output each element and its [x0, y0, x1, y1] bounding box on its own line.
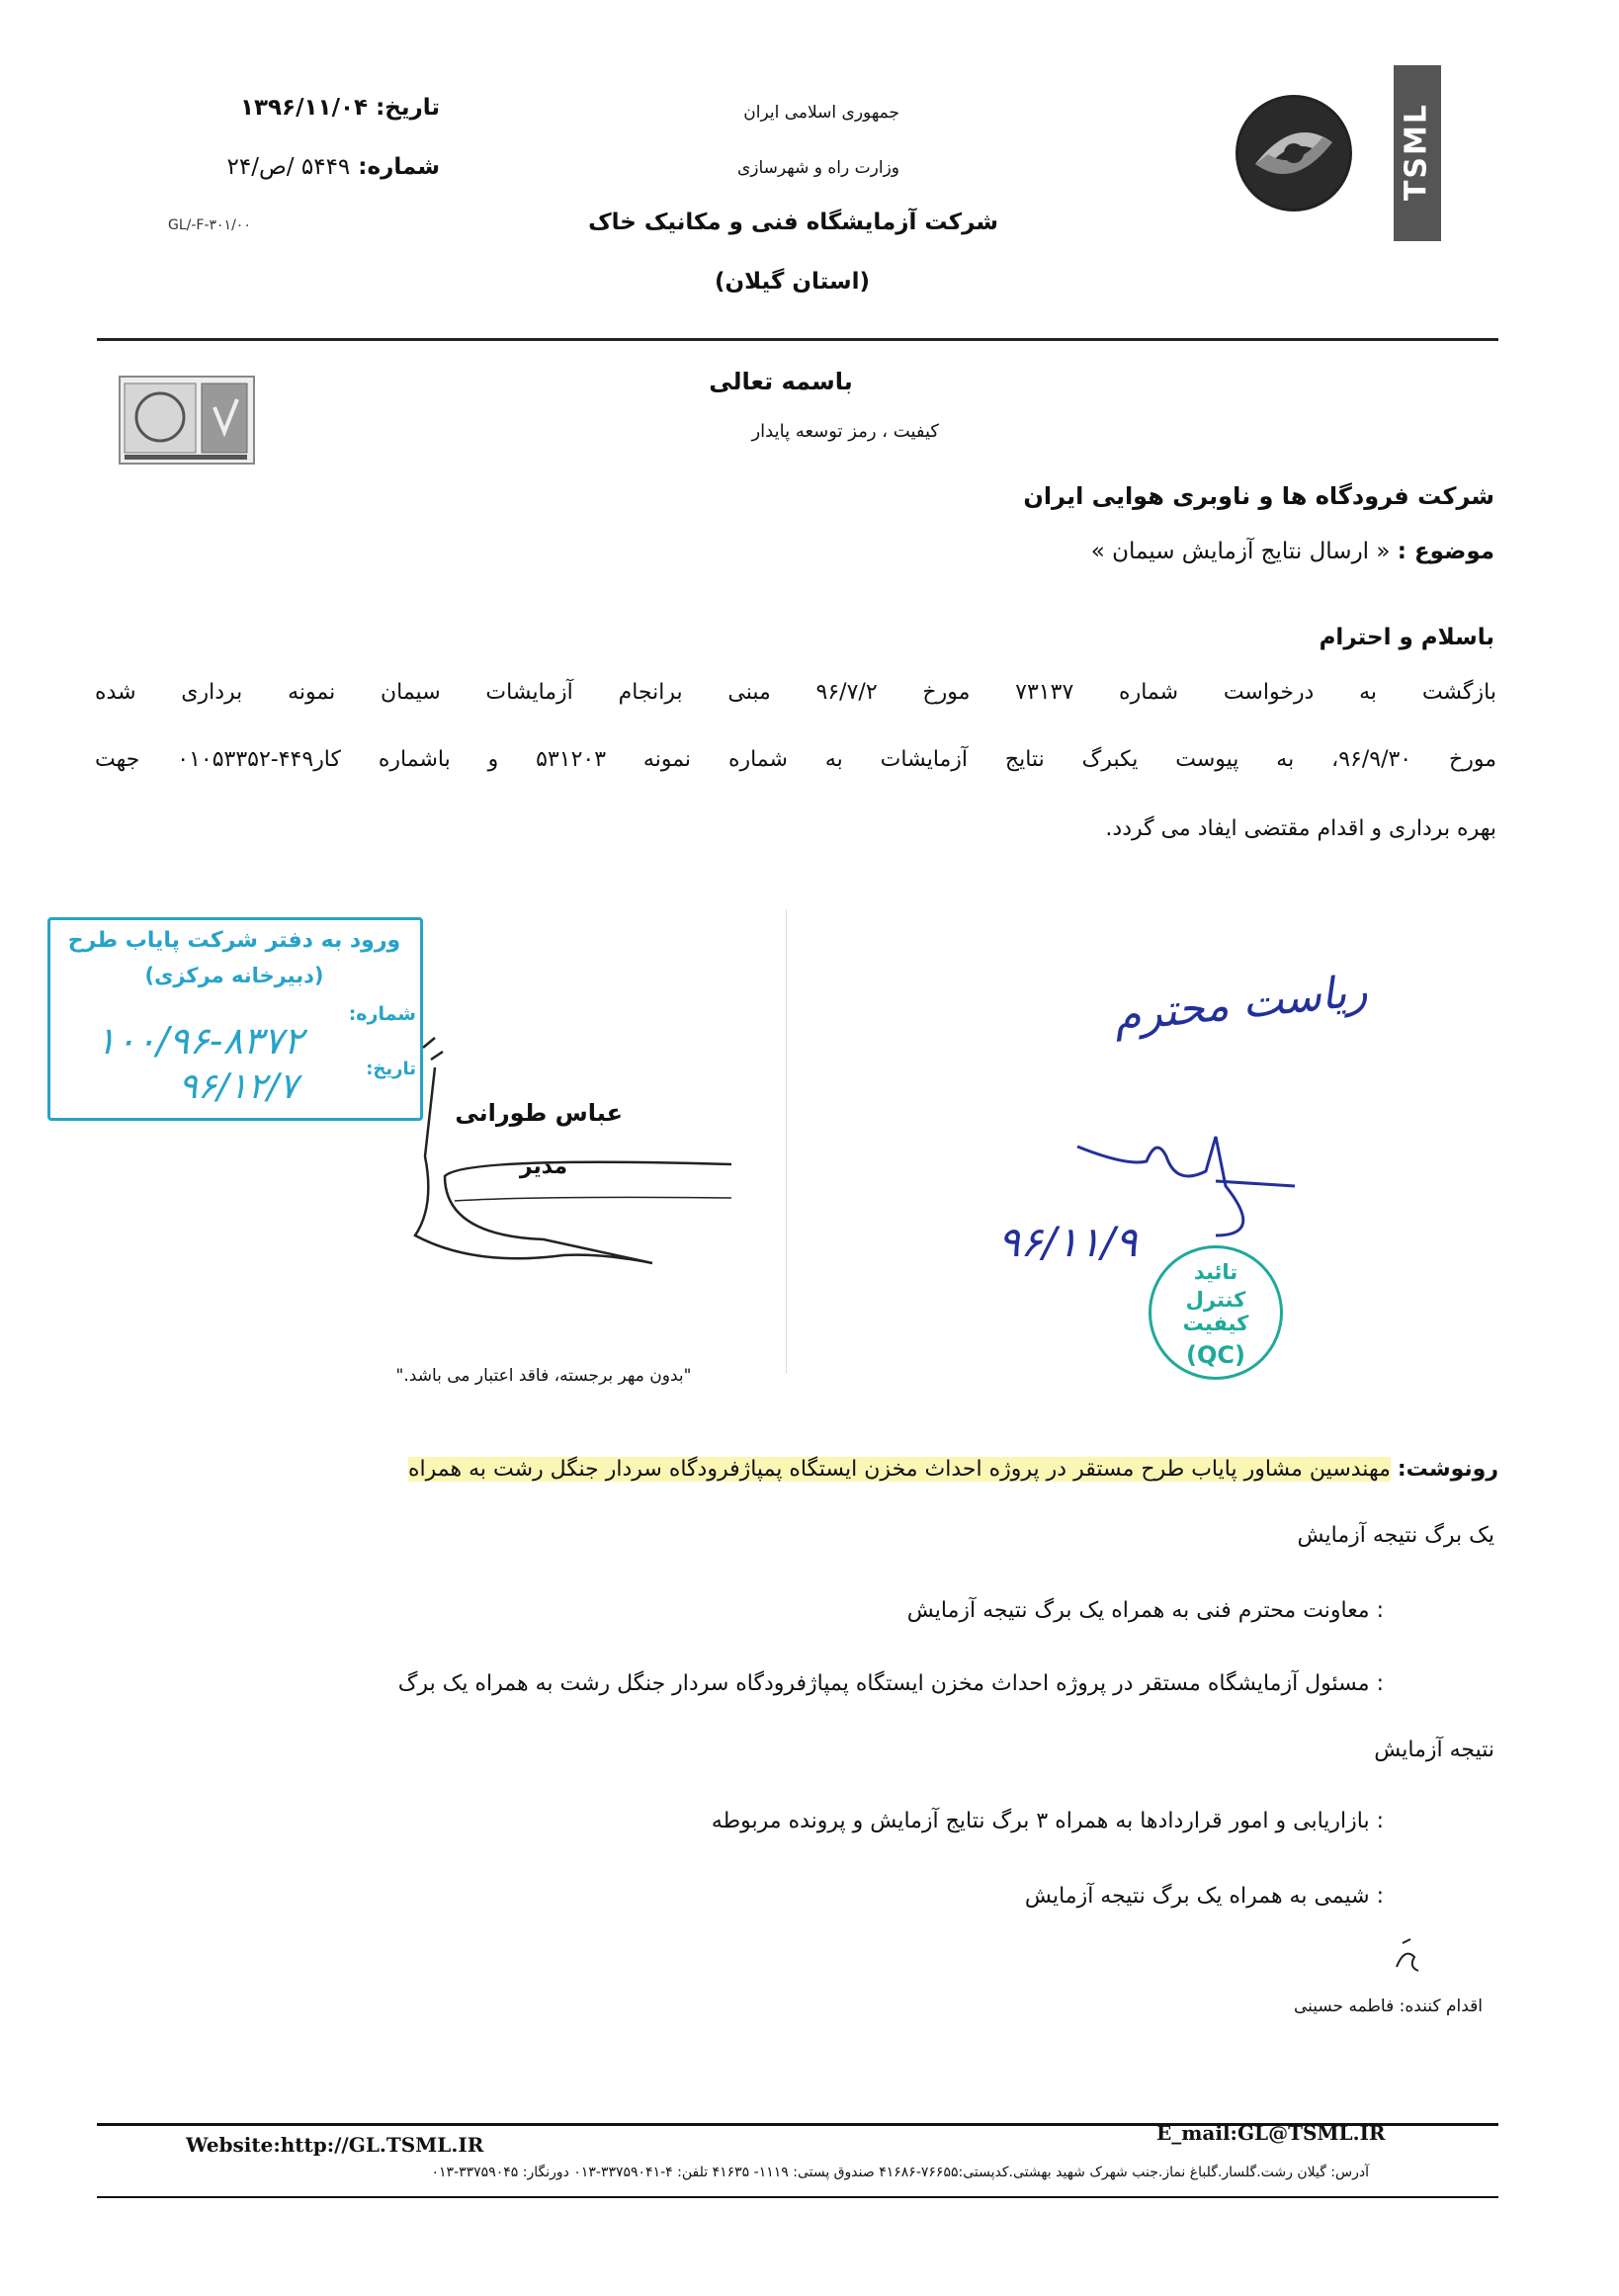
country-name: جمهوری اسلامی ایران	[743, 103, 899, 123]
logo-band	[1394, 65, 1441, 241]
invocation: باسمه تعالی	[709, 368, 853, 395]
emboss-note: "بدون مهر برجسته، فاقد اعتبار می باشد."	[395, 1366, 692, 1386]
logo-emblem-icon	[1236, 95, 1352, 212]
initial-mark-icon	[1389, 1937, 1428, 1981]
manager-name: عباس طورانی	[455, 1099, 623, 1127]
recipient: شرکت فرودگاه ها و ناوبری هوایی ایران	[1023, 482, 1494, 510]
subject-row	[890, 539, 1494, 564]
province-name: (استان گیلان)	[714, 269, 870, 295]
number-label: شماره:	[358, 154, 440, 180]
cc-item-4: : بازاریابی و امور قراردادها به همراه ۳ برگ نتایج آزمایش و پرونده مربوطه	[711, 1809, 1384, 1833]
manager-signature-icon	[395, 1008, 751, 1275]
qc-stamp	[1149, 1245, 1283, 1380]
motto: کیفیت ، رمز توسعه پایدار	[751, 421, 939, 442]
cc-item-3a: : مسئول آزمایشگاه مستقر در پروژه احداث مخزن ایستگاه پمپاژفرودگاه سردار جنگل رشت به همراه یک برگ	[397, 1671, 1384, 1696]
entry-stamp-line2: (دبیرخانه مرکزی)	[144, 964, 324, 987]
company-name: شرکت آزمایشگاه فنی و مکانیک خاک	[588, 210, 998, 235]
qc-stamp-line2: کنترل کیفیت	[1182, 1288, 1249, 1335]
qc-stamp-line1: تائید	[1193, 1260, 1238, 1284]
cc-item-5: : شیمی به همراه یک برگ نتیجه آزمایش	[1024, 1884, 1384, 1909]
certification-badge	[119, 376, 255, 465]
certification-icon	[121, 378, 253, 463]
qc-stamp-line3: (QC)	[1186, 1341, 1245, 1369]
greeting: باسلام و احترام	[1319, 625, 1494, 650]
subject-value: « ارسال نتایج آزمایش سیمان »	[1090, 539, 1391, 564]
manager-title: مدیر	[519, 1154, 568, 1179]
entry-stamp-number-label: شماره:	[348, 1003, 416, 1025]
body-line-1: بازگشت به درخواست شماره ۷۳۱۳۷ مورخ ۹۶/۷/۲ مبنی برانجام آزمایشات سیمان نمونه برداری شده	[95, 680, 1496, 705]
fold-line	[786, 909, 787, 1374]
ministry-name: وزارت راه و شهرسازی	[736, 158, 899, 178]
body-line-2: مورخ ۹۶/۹/۳۰، به پیوست یکبرگ نتایج آزمایشات به شماره نمونه ۵۳۱۲۰۳ و باشماره کار۴۴۹-۰۱۰۵۳۳۵۲ جهت	[95, 747, 1496, 772]
cc-item-1-text: مهندسین مشاور پایاب طرح مستقر در پروژه احداث مخزن ایستگاه پمپاژفرودگاه سردار جنگل رشت به همراه	[408, 1457, 1391, 1482]
subject-label: موضوع :	[1397, 539, 1494, 564]
cc-label: رونوشت:	[1397, 1457, 1498, 1482]
date-label: تاریخ:	[376, 95, 440, 121]
cc-item-2: : معاونت محترم فنی به همراه یک برگ نتیجه آزمایش	[906, 1598, 1384, 1623]
action-label: اقدام کننده:	[1399, 1997, 1483, 2016]
logo-text: TSML	[1399, 102, 1434, 202]
footer-bottom-line	[97, 2196, 1498, 2198]
cc-item-1b: یک برگ نتیجه آزمایش	[1297, 1523, 1494, 1548]
header-divider	[97, 338, 1498, 341]
body-line-3: بهره برداری و اقدام مقتضی ایفاد می گردد.	[1105, 816, 1496, 841]
entry-stamp-date-label: تاریخ:	[366, 1059, 416, 1079]
handwritten-note: ریاست محترم	[1111, 965, 1370, 1043]
cc-item-1a	[95, 1459, 1498, 1481]
date-value: ۱۳۹۶/۱۱/۰۴	[239, 95, 369, 121]
action-row	[988, 1997, 1483, 2016]
cc-item-3b: نتیجه آزمایش	[1374, 1738, 1494, 1762]
footer-address: آدرس: گیلان رشت.گلسار.گلباغ نماز.جنب شهرک شهید بهشتی.کدپستی:۷۶۶۵۵-۴۱۶۸۶ صندوق پستی: ۱۱۱۹- ۴۱۶۳۵ تلفن: ۴-۳۳۷۵۹۰۴۱-۰۱۳ دورنگار: ۳۳۷۵۹۰۴۵-۰۱۳	[431, 2165, 1369, 2180]
date-row	[222, 95, 440, 121]
handwritten-date: ۹۶/۱۱/۹	[997, 1218, 1138, 1266]
number-row	[198, 154, 440, 180]
logo-emblem	[1236, 95, 1352, 212]
entry-stamp	[47, 917, 423, 1121]
form-code: GL/-F-۳۰۱/۰۰	[168, 217, 251, 233]
footer-email: E_mail:GL@TSML.IR	[1156, 2121, 1386, 2145]
footer-website: Website:http://GL.TSML.IR	[186, 2133, 484, 2157]
number-value: ۵۴۴۹ /ص/۲۴	[226, 154, 351, 180]
action-name: فاطمه حسینی	[1293, 1997, 1395, 2016]
entry-stamp-date: ۹۶/۱۲/۷	[178, 1066, 298, 1107]
entry-stamp-number: ۱۰۰/۹۶-۸۳۷۲	[95, 1019, 304, 1063]
entry-stamp-line1: ورود به دفتر شرکت پایاب طرح	[67, 928, 401, 953]
